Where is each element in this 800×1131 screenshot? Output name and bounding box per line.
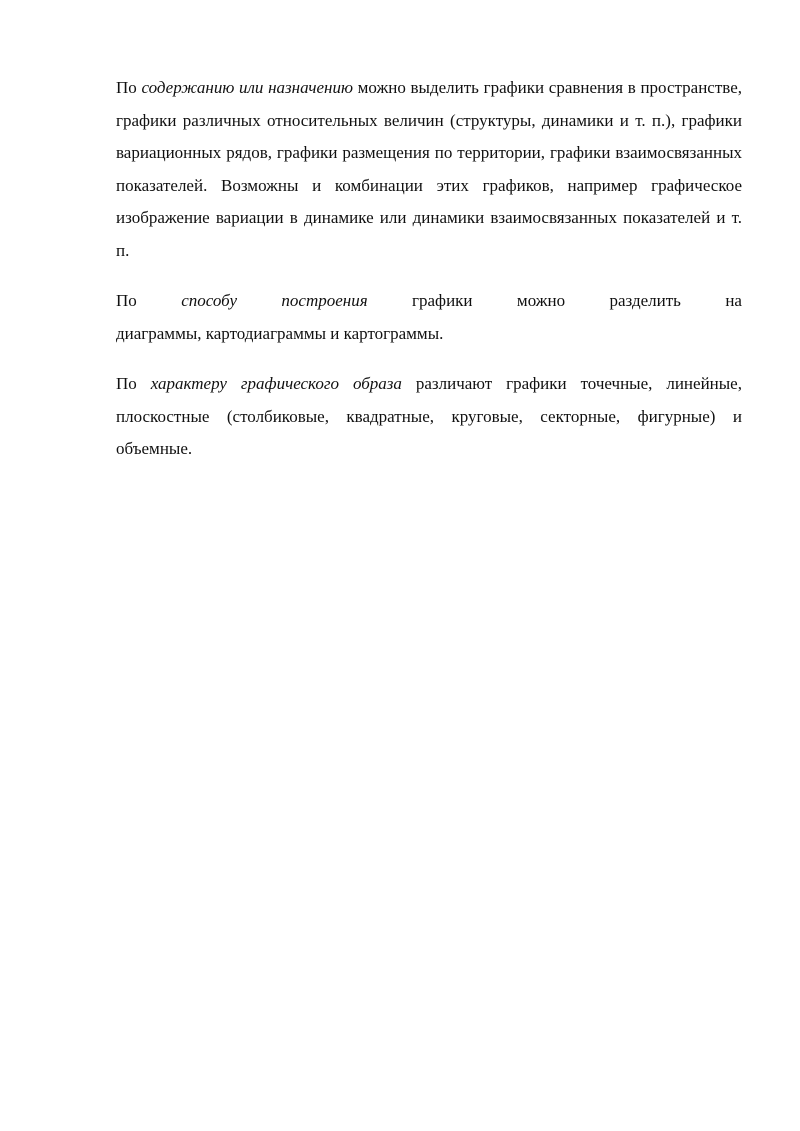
paragraph-body: можно выделить графики сравнения в пространстве, графики различных относительных величин (структуры, динамики и т. п.), графики вариационных рядов, графики размещения по территории, графики взаимосвязанных показателей. Возможны и комбинации этих графиков, например графическое изображение вариации в динамике или динамики взаимосвязанных показателей и т. п. — [116, 78, 742, 260]
paragraph-lead: По — [116, 78, 142, 97]
italic-term: характеру графического образа — [150, 374, 402, 393]
paragraph-body: различают графики точечные, линейные, плоскостные (столбиковые, квадратные, круговые, секторные, фигурные) и объемные. — [116, 374, 742, 458]
italic-term: содержанию или назначению — [141, 78, 353, 97]
paragraph-content-classification — [116, 72, 742, 267]
italic-term: способу построения — [181, 291, 368, 310]
paragraph-line — [116, 285, 742, 318]
paragraph-line: диаграммы, картодиаграммы и картограммы. — [116, 323, 444, 343]
paragraph-lead: По — [116, 374, 151, 393]
paragraph-lead: По — [116, 291, 182, 310]
paragraph-image-classification — [116, 368, 742, 466]
paragraph-body: графики можно разделить на — [367, 291, 742, 310]
paragraph-construction-classification — [116, 285, 742, 350]
